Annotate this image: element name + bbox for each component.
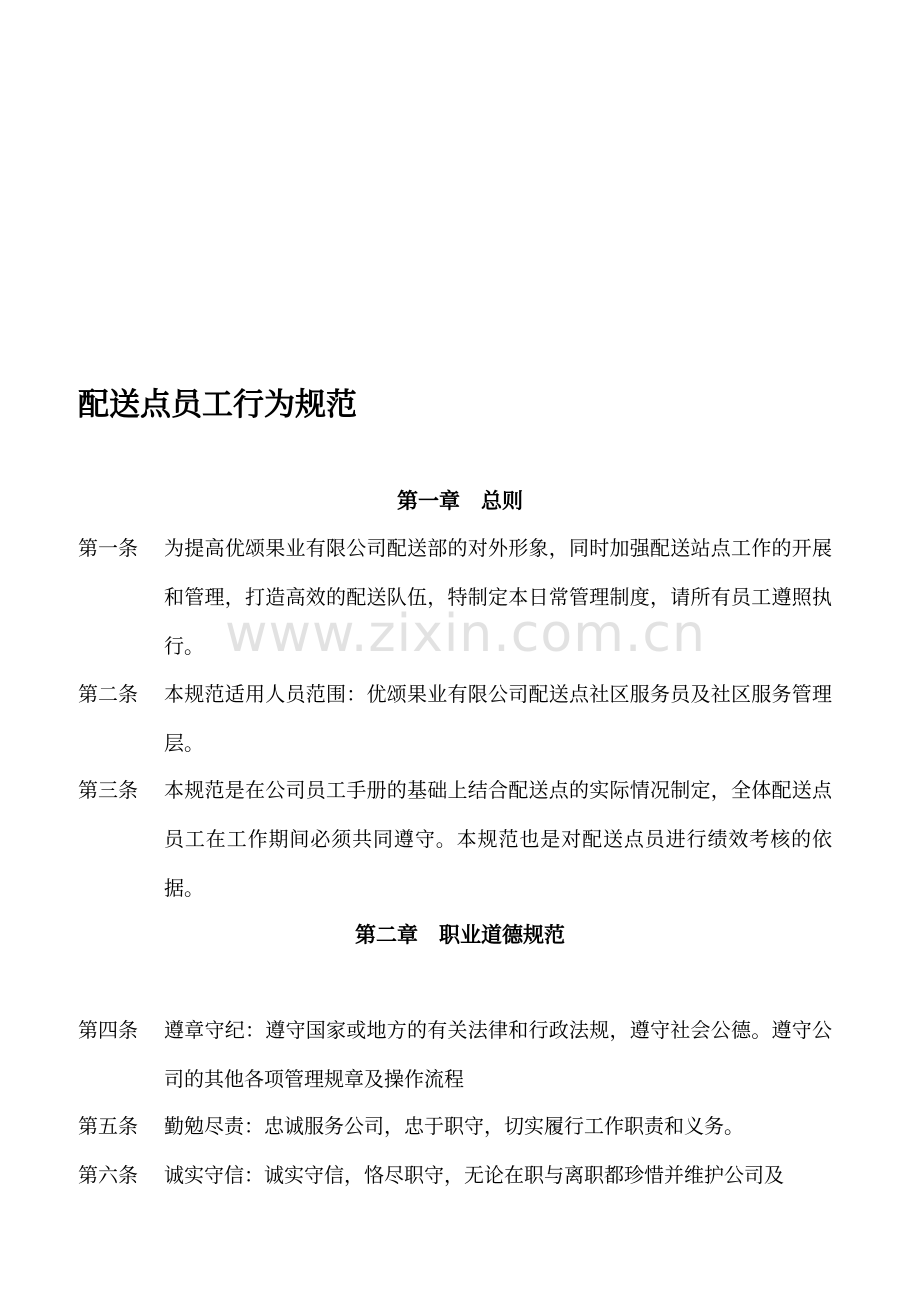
article-text: 诚实守信：诚实守信，恪尽职守，无论在职与离职都珍惜并维护公司及 (164, 1163, 784, 1187)
article-text: 本规范是在公司员工手册的基础上结合配送点的实际情况制定，全体配送点员工在工作期间必须共同遵守。本规范也是对配送点员进行绩效考核的依据。 (164, 778, 832, 900)
document-title: 配送点员工行为规范 (78, 387, 357, 423)
article-text: 遵章守纪：遵守国家或地方的有关法律和行政法规，遵守社会公德。遵守公司的其他各项管理规章及操作流程 (164, 1018, 832, 1091)
article-number: 第四条 (78, 1018, 138, 1042)
article-4 (78, 1006, 838, 1104)
article-5 (78, 1102, 838, 1151)
article-number: 第五条 (78, 1114, 138, 1138)
article-number: 第一条 (78, 536, 138, 560)
article-6 (78, 1151, 838, 1200)
chapter-heading-2: 第二章 职业道德规范 (355, 923, 565, 947)
article-2 (78, 670, 838, 768)
watermark-text: www.zixin.com.cn (225, 604, 706, 664)
article-text: 为提高优颂果业有限公司配送部的对外形象，同时加强配送站点工作的开展和管理，打造高效的配送队伍，特制定本日常管理制度，请所有员工遵照执行。 (164, 536, 832, 658)
article-3 (78, 766, 838, 913)
article-number: 第二条 (78, 682, 138, 706)
article-1 (78, 524, 838, 671)
article-number: 第六条 (78, 1163, 138, 1187)
article-text: 本规范适用人员范围：优颂果业有限公司配送点社区服务员及社区服务管理层。 (164, 682, 832, 755)
article-text: 勤勉尽责：忠诚服务公司，忠于职守，切实履行工作职责和义务。 (164, 1114, 744, 1138)
chapter-heading-1: 第一章 总则 (397, 489, 523, 513)
article-number: 第三条 (78, 778, 138, 802)
